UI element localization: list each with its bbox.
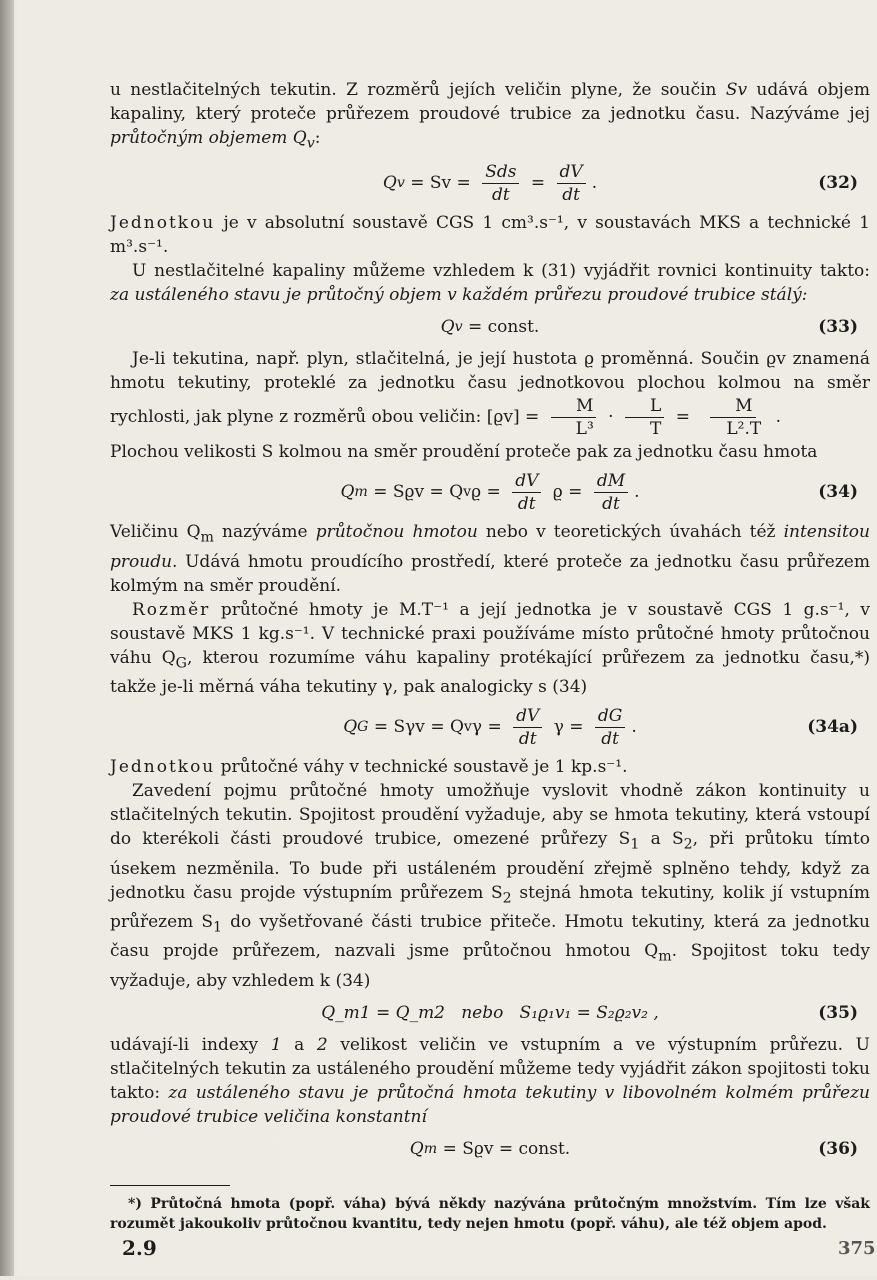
- section-number: 2.9: [122, 1236, 157, 1260]
- equation-34a: Q G = Sγv = Q v γ = $\frac{dV}{dt}$ γ = $\frac{dG}{dt}$ . (34a): [343, 705, 858, 749]
- paragraph-indices: udávají-li indexy 1 a 2 velikost veličin ve vstupním a ve výstupním průřezu. U stlačitelných tekutin za ustáleného proudění můžeme tedy vyjádřit zákon spojitosti toku takto: za ustáleného stavu je průtočná hmota tekutiny v libovolném kolmém průřezu proudové trubice veličina konstantní: [110, 1034, 870, 1127]
- paragraph-intro: u nestlačitelných tekutin. Z rozměrů jejích veličin plyne, že součin Sv udává objem kapaliny, který proteče průřezem proudové trubice za jednotku času. Nazýváme jej průtočným objemem $Q_v$:: [110, 80, 870, 152]
- equation-35: Q_m1 = Q_m2 nebo S₁ϱ₁v₁ = S₂ϱ₂v₂ , (35): [321, 1002, 858, 1023]
- equation-number: (32): [818, 173, 858, 194]
- paragraph-dimension: Rozměr průtočné hmoty je M.T⁻¹ a její jednotka je v soustavě CGS 1 g.s⁻¹, v soustavě MKS 1 kg.s⁻¹. V technické praxi používáme místo průtočné hmoty průtočnou váhu $Q_G$, kterou rozumíme váhu kapaliny protékající průřezem za jednotku času,*) takže je-li měrná váha tekutiny γ, pak analogicky s (34): [110, 599, 870, 698]
- paragraph-continuity-law: Zavedení pojmu průtočné hmoty umožňuje vyslovit vhodně zákon kontinuity u stlačitelných tekutin. Spojitost proudění vyžaduje, aby se hmota tekutiny, která vstoupí do kterékoli části proudové trubice, omezené průřezy $S_1$ a $S_2$, při průtoku tímto úsekem nezměnila. To bude při ustáleném proudění zřejmě splněno tehdy, když za jednotku času projde výstupním průřezem $S_2$ stejná hmota tekutiny, kolik jí vstupním průřezem $S_1$ do vyšetřované části trubice přiteče. Hmotu tekutiny, která za jednotku času projde průřezem, nazvali jsme průtočnou hmotou $Q_m$. Spojitost toku tedy vyžaduje, aby vzhledem k (34): [110, 781, 871, 991]
- page-number: 375: [838, 1238, 876, 1259]
- paragraph-unit-volume: Jednotkou je v absolutní soustavě CGS 1 cm³.s⁻¹, v soustavách MKS a technické 1 m³.s⁻¹.: [110, 213, 870, 258]
- equation-34: Q m = Sϱv = Q v ϱ = $\frac{dV}{dt}$ ϱ = $\frac{dM}{dt}$ . (34): [340, 470, 858, 514]
- page-text: [110, 78, 870, 1234]
- paragraph-mass-flow: Plochou velikosti S kolmou na směr proudění proteče pak za jednotku času hmota: [110, 442, 818, 463]
- footnote: *) Průtočná hmota (popř. váha) bývá někdy nazývána průtočným množstvím. Tím lze však rozumět jakoukoliv průtočnou kvantitu, tedy nejen hmotu (popř. váhu), ale též objem apod.: [110, 1195, 870, 1232]
- footnote-rule: [110, 1185, 230, 1186]
- paragraph-definition-qm: Veličinu $Q_m$ nazýváme průtočnou hmotou nebo v teoretických úvahách též intensitou proudu. Udává hmotu proudícího prostředí, které proteče za jednotku času průřezem kolmým na směr proudění.: [110, 522, 870, 596]
- equation-33: Q v = const. (33): [440, 317, 858, 338]
- page-binding-shadow: [0, 0, 14, 1276]
- paragraph-continuity-incompressible: U nestlačitelné kapaliny můžeme vzhledem k (31) vyjádřit rovnici kontinuity takto: za ustáleného stavu je průtočný objem v každém průřezu proudové trubice stálý:: [110, 261, 870, 306]
- paragraph-compressible: Je-li tekutina, např. plyn, stlačitelná, je její hustota ϱ proměnná. Součin ϱv znamená hmotu tekutiny, proteklé za jednotku času jednotkovou plochou kolmou na směr rychlosti, jak plyne z rozměrů obou veličin: [ϱv] = $\frac{M}{\text{L³}}$ · $\frac{L}{T}$ = $\frac{M}{\text{L².T}}$ .: [110, 349, 870, 440]
- equation-36: Q m = Sϱv = const. (36): [409, 1138, 858, 1159]
- equation-32: Q v = Sv = $\frac{\text{Sds}}{dt}$ = $\frac{dV}{dt}$ . (32): [382, 161, 858, 205]
- paragraph-unit-weight: Jednotkou průtočné váhy v technické soustavě je 1 kp.s⁻¹.: [110, 757, 628, 778]
